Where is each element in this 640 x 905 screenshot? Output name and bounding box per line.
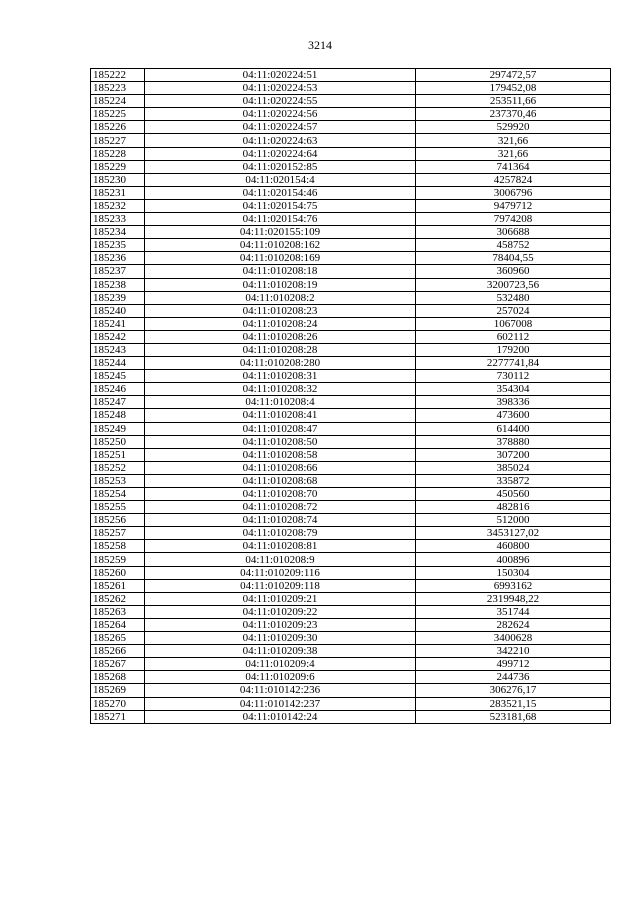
row-number-cell: 185232 xyxy=(91,199,145,212)
row-number-cell: 185233 xyxy=(91,213,145,226)
table-row xyxy=(91,618,611,631)
value-cell: 306688 xyxy=(416,226,611,239)
table-row xyxy=(91,239,611,252)
value-cell: 179452,08 xyxy=(416,82,611,95)
row-number-cell: 185239 xyxy=(91,291,145,304)
table-row xyxy=(91,82,611,95)
row-number-cell: 185262 xyxy=(91,592,145,605)
row-number-cell: 185250 xyxy=(91,435,145,448)
value-cell: 398336 xyxy=(416,396,611,409)
row-number-cell: 185249 xyxy=(91,422,145,435)
table-row xyxy=(91,422,611,435)
table-row xyxy=(91,317,611,330)
table-row xyxy=(91,357,611,370)
cadastral-number-cell: 04:11:010208:81 xyxy=(145,540,416,553)
row-number-cell: 185268 xyxy=(91,671,145,684)
table-row xyxy=(91,658,611,671)
row-number-cell: 185230 xyxy=(91,173,145,186)
table-row xyxy=(91,645,611,658)
cadastral-number-cell: 04:11:020152:85 xyxy=(145,160,416,173)
table-row xyxy=(91,383,611,396)
table-row xyxy=(91,121,611,134)
value-cell: 450560 xyxy=(416,488,611,501)
value-cell: 283521,15 xyxy=(416,697,611,710)
table-row xyxy=(91,566,611,579)
row-number-cell: 185224 xyxy=(91,95,145,108)
value-cell: 257024 xyxy=(416,304,611,317)
row-number-cell: 185237 xyxy=(91,265,145,278)
value-cell: 297472,57 xyxy=(416,69,611,82)
row-number-cell: 185258 xyxy=(91,540,145,553)
table-row xyxy=(91,147,611,160)
table-row xyxy=(91,370,611,383)
row-number-cell: 185229 xyxy=(91,160,145,173)
cadastral-number-cell: 04:11:010209:6 xyxy=(145,671,416,684)
cadastral-number-cell: 04:11:010142:237 xyxy=(145,697,416,710)
cadastral-number-cell: 04:11:010208:68 xyxy=(145,474,416,487)
cadastral-number-cell: 04:11:010209:118 xyxy=(145,579,416,592)
value-cell: 253511,66 xyxy=(416,95,611,108)
value-cell: 360960 xyxy=(416,265,611,278)
cadastral-number-cell: 04:11:020154:75 xyxy=(145,199,416,212)
row-number-cell: 185240 xyxy=(91,304,145,317)
value-cell: 532480 xyxy=(416,291,611,304)
value-cell: 378880 xyxy=(416,435,611,448)
table-row xyxy=(91,186,611,199)
value-cell: 4257824 xyxy=(416,173,611,186)
table-body xyxy=(91,69,611,724)
value-cell: 335872 xyxy=(416,474,611,487)
cadastral-number-cell: 04:11:020224:56 xyxy=(145,108,416,121)
value-cell: 1067008 xyxy=(416,317,611,330)
value-cell: 385024 xyxy=(416,461,611,474)
cadastral-number-cell: 04:11:010208:74 xyxy=(145,514,416,527)
cadastral-number-cell: 04:11:010142:236 xyxy=(145,684,416,697)
cadastral-number-cell: 04:11:010209:30 xyxy=(145,632,416,645)
row-number-cell: 185243 xyxy=(91,343,145,356)
cadastral-number-cell: 04:11:010208:9 xyxy=(145,553,416,566)
row-number-cell: 185225 xyxy=(91,108,145,121)
row-number-cell: 185246 xyxy=(91,383,145,396)
page-number: 3214 xyxy=(308,38,332,52)
value-cell: 6993162 xyxy=(416,579,611,592)
row-number-cell: 185259 xyxy=(91,553,145,566)
value-cell: 150304 xyxy=(416,566,611,579)
row-number-cell: 185252 xyxy=(91,461,145,474)
row-number-cell: 185223 xyxy=(91,82,145,95)
table-row xyxy=(91,226,611,239)
value-cell: 3453127,02 xyxy=(416,527,611,540)
table-row xyxy=(91,553,611,566)
value-cell: 602112 xyxy=(416,330,611,343)
row-number-cell: 185266 xyxy=(91,645,145,658)
cadastral-number-cell: 04:11:020224:51 xyxy=(145,69,416,82)
row-number-cell: 185247 xyxy=(91,396,145,409)
cadastral-number-cell: 04:11:020224:64 xyxy=(145,147,416,160)
table-row xyxy=(91,396,611,409)
row-number-cell: 185228 xyxy=(91,147,145,160)
row-number-cell: 185251 xyxy=(91,448,145,461)
row-number-cell: 185236 xyxy=(91,252,145,265)
cadastral-number-cell: 04:11:010209:23 xyxy=(145,618,416,631)
table-row xyxy=(91,527,611,540)
cadastral-number-cell: 04:11:010208:23 xyxy=(145,304,416,317)
row-number-cell: 185238 xyxy=(91,278,145,291)
table-row xyxy=(91,684,611,697)
table-row xyxy=(91,579,611,592)
cadastral-number-cell: 04:11:010209:116 xyxy=(145,566,416,579)
value-cell: 321,66 xyxy=(416,134,611,147)
value-cell: 458752 xyxy=(416,239,611,252)
row-number-cell: 185270 xyxy=(91,697,145,710)
table-row xyxy=(91,199,611,212)
table-row xyxy=(91,173,611,186)
table-row xyxy=(91,448,611,461)
cadastral-number-cell: 04:11:020154:46 xyxy=(145,186,416,199)
table-row xyxy=(91,605,611,618)
value-cell: 321,66 xyxy=(416,147,611,160)
table-row xyxy=(91,592,611,605)
cadastral-number-cell: 04:11:010208:50 xyxy=(145,435,416,448)
row-number-cell: 185222 xyxy=(91,69,145,82)
row-number-cell: 185257 xyxy=(91,527,145,540)
cadastral-number-cell: 04:11:010208:32 xyxy=(145,383,416,396)
table-row xyxy=(91,343,611,356)
value-cell: 244736 xyxy=(416,671,611,684)
row-number-cell: 185245 xyxy=(91,370,145,383)
cadastral-number-cell: 04:11:020224:53 xyxy=(145,82,416,95)
cadastral-number-cell: 04:11:010208:162 xyxy=(145,239,416,252)
cadastral-number-cell: 04:11:010208:24 xyxy=(145,317,416,330)
cadastral-number-cell: 04:11:020155:109 xyxy=(145,226,416,239)
cadastral-number-cell: 04:11:010208:18 xyxy=(145,265,416,278)
cadastral-number-cell: 04:11:010208:19 xyxy=(145,278,416,291)
value-cell: 2277741,84 xyxy=(416,357,611,370)
cadastral-number-cell: 04:11:010209:38 xyxy=(145,645,416,658)
row-number-cell: 185227 xyxy=(91,134,145,147)
value-cell: 306276,17 xyxy=(416,684,611,697)
row-number-cell: 185255 xyxy=(91,501,145,514)
table-row xyxy=(91,474,611,487)
cadastral-number-cell: 04:11:010142:24 xyxy=(145,710,416,723)
table-row xyxy=(91,69,611,82)
cadastral-number-cell: 04:11:020154:76 xyxy=(145,213,416,226)
row-number-cell: 185234 xyxy=(91,226,145,239)
table-row xyxy=(91,330,611,343)
cadastral-value-table xyxy=(90,68,611,724)
table-row xyxy=(91,514,611,527)
value-cell: 2319948,22 xyxy=(416,592,611,605)
cadastral-number-cell: 04:11:010209:21 xyxy=(145,592,416,605)
table-row xyxy=(91,213,611,226)
value-cell: 512000 xyxy=(416,514,611,527)
table-row xyxy=(91,265,611,278)
row-number-cell: 185265 xyxy=(91,632,145,645)
value-cell: 614400 xyxy=(416,422,611,435)
table-row xyxy=(91,435,611,448)
cadastral-number-cell: 04:11:020154:4 xyxy=(145,173,416,186)
cadastral-number-cell: 04:11:010208:4 xyxy=(145,396,416,409)
table-row xyxy=(91,710,611,723)
cadastral-number-cell: 04:11:010208:31 xyxy=(145,370,416,383)
cadastral-number-cell: 04:11:010208:70 xyxy=(145,488,416,501)
row-number-cell: 185242 xyxy=(91,330,145,343)
cadastral-number-cell: 04:11:010209:22 xyxy=(145,605,416,618)
row-number-cell: 185264 xyxy=(91,618,145,631)
row-number-cell: 185244 xyxy=(91,357,145,370)
cadastral-number-cell: 04:11:020224:57 xyxy=(145,121,416,134)
row-number-cell: 185267 xyxy=(91,658,145,671)
row-number-cell: 185235 xyxy=(91,239,145,252)
table-row xyxy=(91,252,611,265)
row-number-cell: 185254 xyxy=(91,488,145,501)
table-row xyxy=(91,134,611,147)
row-number-cell: 185261 xyxy=(91,579,145,592)
value-cell: 354304 xyxy=(416,383,611,396)
value-cell: 460800 xyxy=(416,540,611,553)
row-number-cell: 185271 xyxy=(91,710,145,723)
row-number-cell: 185248 xyxy=(91,409,145,422)
table-row xyxy=(91,291,611,304)
table-row xyxy=(91,697,611,710)
row-number-cell: 185231 xyxy=(91,186,145,199)
cadastral-number-cell: 04:11:020224:55 xyxy=(145,95,416,108)
cadastral-number-cell: 04:11:010208:72 xyxy=(145,501,416,514)
row-number-cell: 185226 xyxy=(91,121,145,134)
value-cell: 3400628 xyxy=(416,632,611,645)
table-row xyxy=(91,409,611,422)
cadastral-number-cell: 04:11:010208:79 xyxy=(145,527,416,540)
cadastral-number-cell: 04:11:010208:2 xyxy=(145,291,416,304)
cadastral-number-cell: 04:11:010208:66 xyxy=(145,461,416,474)
value-cell: 730112 xyxy=(416,370,611,383)
value-cell: 400896 xyxy=(416,553,611,566)
value-cell: 499712 xyxy=(416,658,611,671)
value-cell: 351744 xyxy=(416,605,611,618)
table-row xyxy=(91,108,611,121)
table-row xyxy=(91,671,611,684)
row-number-cell: 185263 xyxy=(91,605,145,618)
value-cell: 282624 xyxy=(416,618,611,631)
value-cell: 342210 xyxy=(416,645,611,658)
table-row xyxy=(91,501,611,514)
table-row xyxy=(91,488,611,501)
table-row xyxy=(91,632,611,645)
value-cell: 482816 xyxy=(416,501,611,514)
cadastral-number-cell: 04:11:010208:28 xyxy=(145,343,416,356)
value-cell: 523181,68 xyxy=(416,710,611,723)
row-number-cell: 185253 xyxy=(91,474,145,487)
value-cell: 237370,46 xyxy=(416,108,611,121)
cadastral-number-cell: 04:11:010208:280 xyxy=(145,357,416,370)
value-cell: 473600 xyxy=(416,409,611,422)
value-cell: 9479712 xyxy=(416,199,611,212)
table-row xyxy=(91,304,611,317)
cadastral-number-cell: 04:11:010208:58 xyxy=(145,448,416,461)
value-cell: 3006796 xyxy=(416,186,611,199)
value-cell: 307200 xyxy=(416,448,611,461)
row-number-cell: 185241 xyxy=(91,317,145,330)
table-row xyxy=(91,540,611,553)
value-cell: 7974208 xyxy=(416,213,611,226)
cadastral-number-cell: 04:11:010208:47 xyxy=(145,422,416,435)
value-cell: 3200723,56 xyxy=(416,278,611,291)
value-cell: 741364 xyxy=(416,160,611,173)
table-row xyxy=(91,278,611,291)
value-cell: 179200 xyxy=(416,343,611,356)
cadastral-number-cell: 04:11:010208:26 xyxy=(145,330,416,343)
cadastral-number-cell: 04:11:010208:41 xyxy=(145,409,416,422)
row-number-cell: 185256 xyxy=(91,514,145,527)
value-cell: 529920 xyxy=(416,121,611,134)
cadastral-number-cell: 04:11:010208:169 xyxy=(145,252,416,265)
value-cell: 78404,55 xyxy=(416,252,611,265)
cadastral-number-cell: 04:11:010209:4 xyxy=(145,658,416,671)
table-row xyxy=(91,160,611,173)
cadastral-number-cell: 04:11:020224:63 xyxy=(145,134,416,147)
table-row xyxy=(91,95,611,108)
row-number-cell: 185260 xyxy=(91,566,145,579)
row-number-cell: 185269 xyxy=(91,684,145,697)
table-row xyxy=(91,461,611,474)
